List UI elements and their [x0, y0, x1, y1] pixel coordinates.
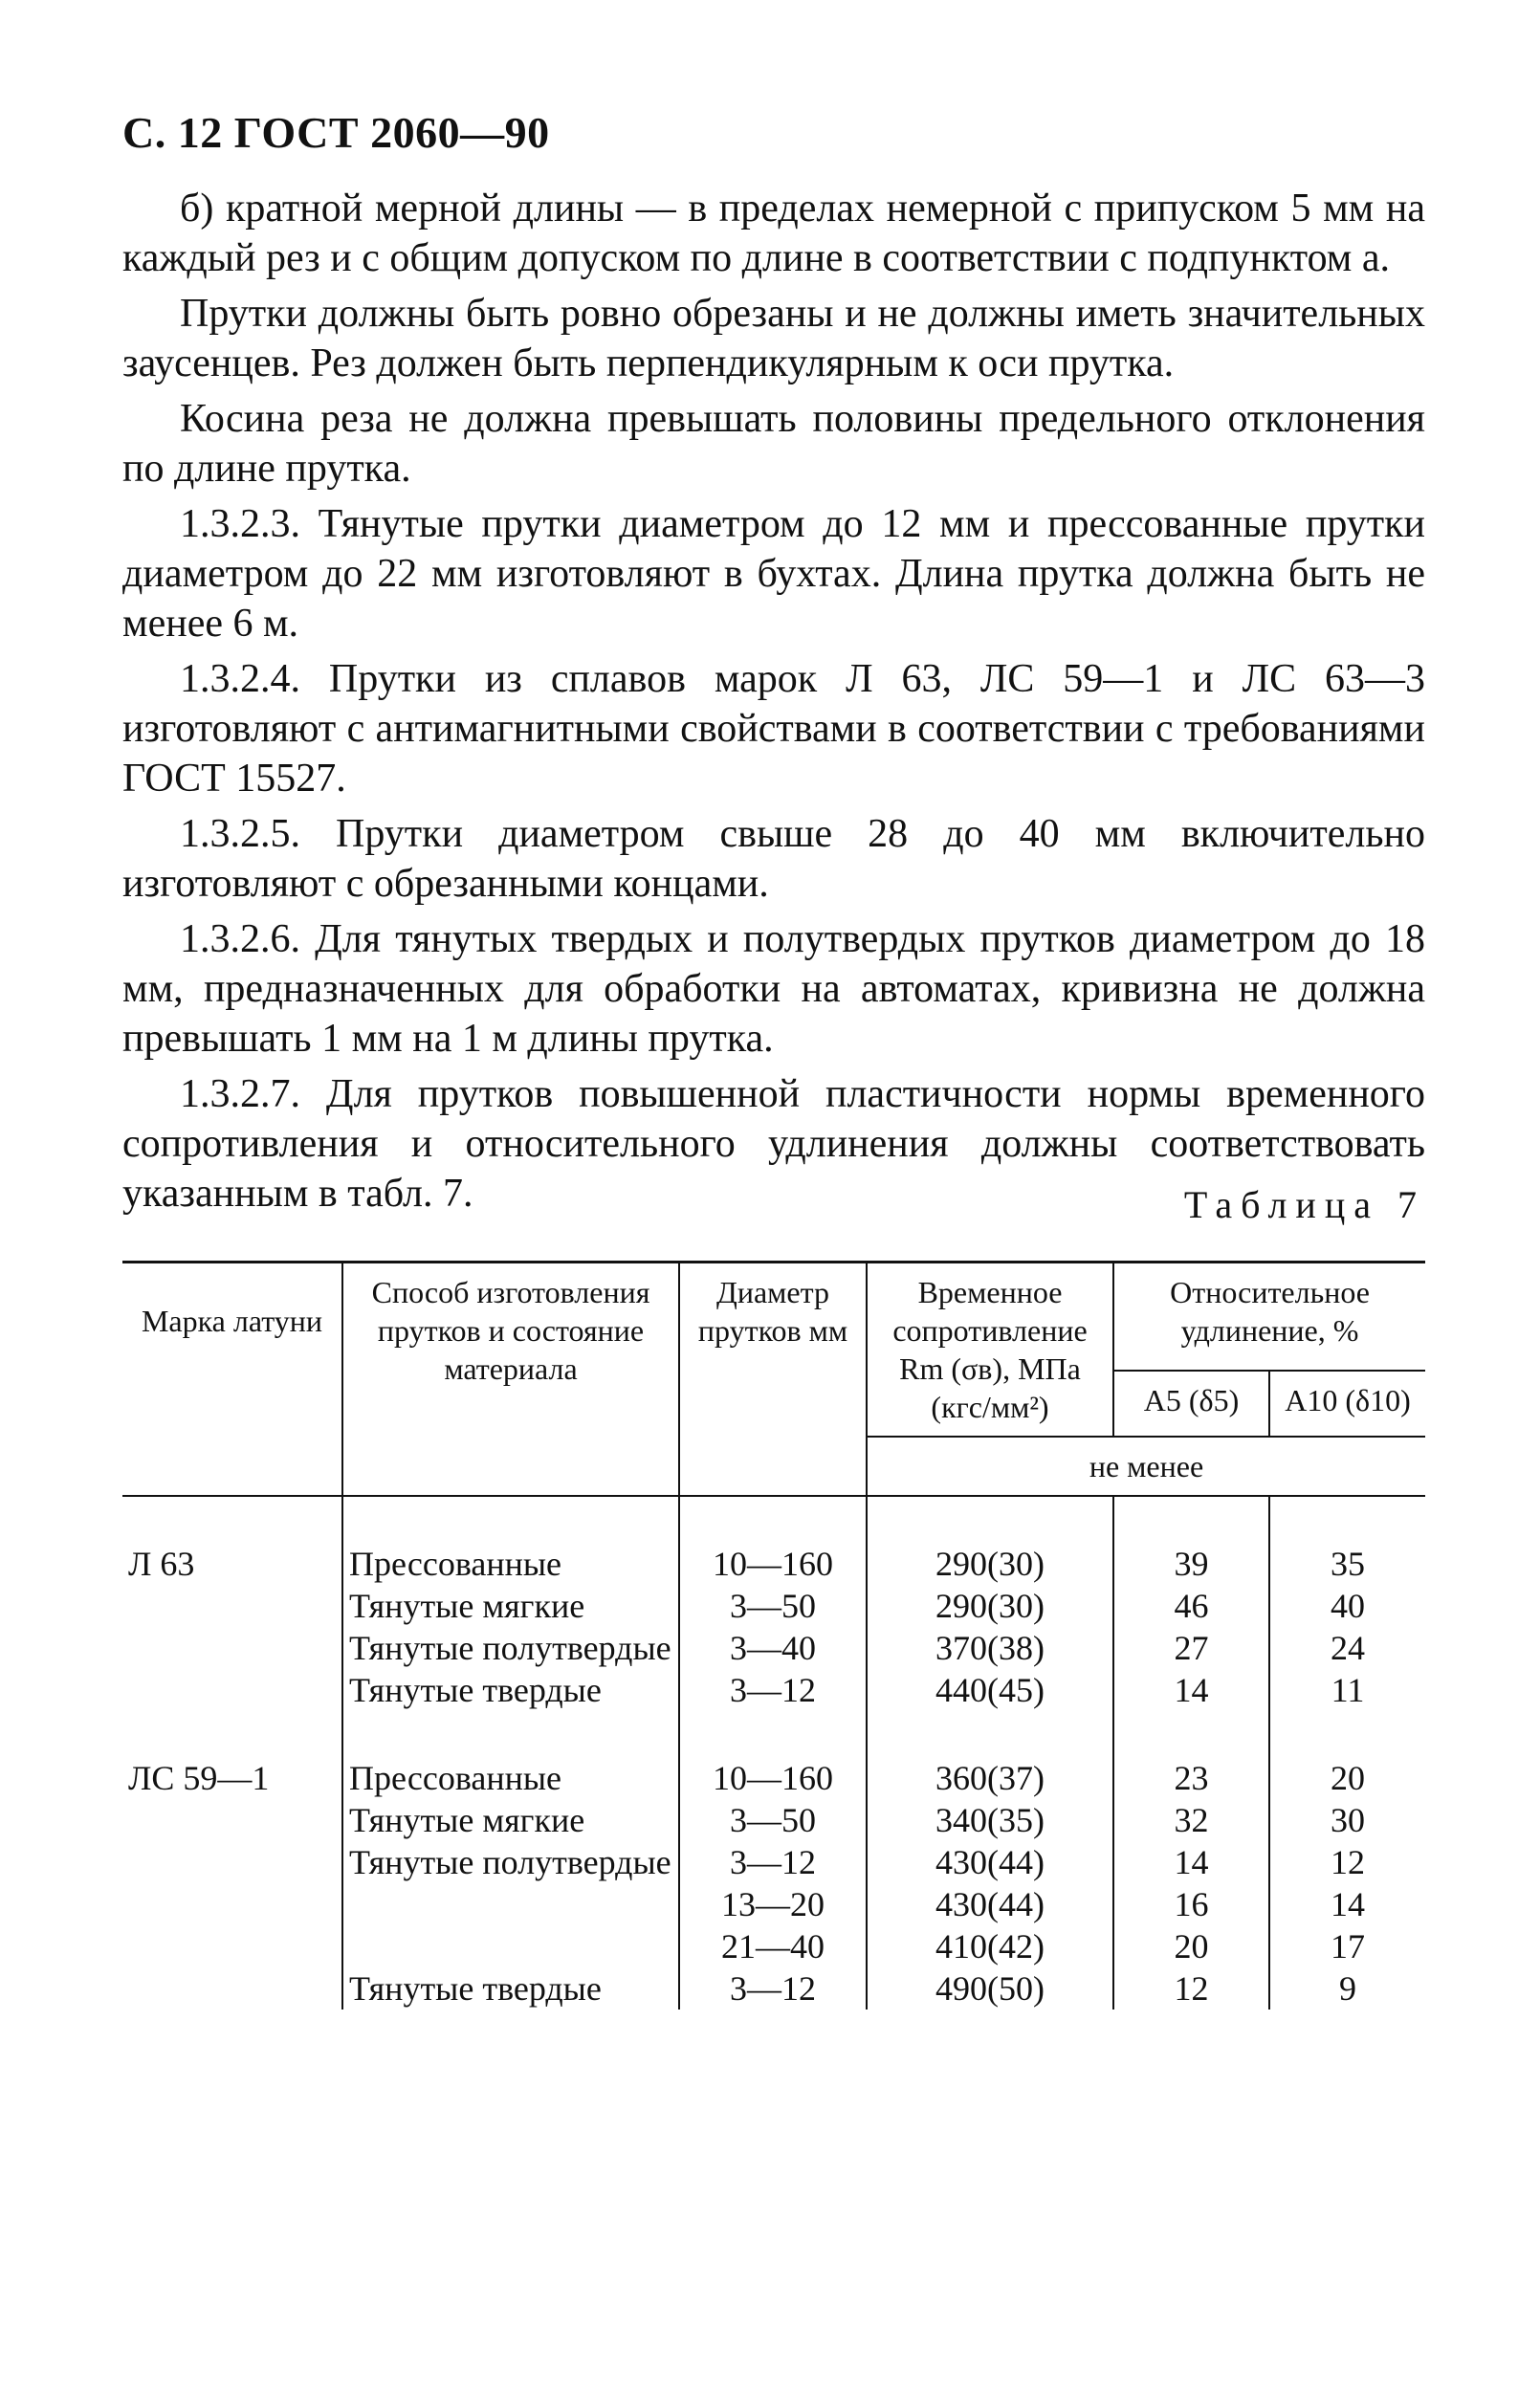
cell-method: Тянутые мягкие — [342, 1585, 679, 1627]
cell-a5: 32 — [1113, 1799, 1269, 1841]
cell-a5: 46 — [1113, 1585, 1269, 1627]
header-method: Способ изготовления прутков и состояние материала — [342, 1263, 679, 1497]
cell-a5: 20 — [1113, 1925, 1269, 1967]
header-min-note: не менее — [867, 1437, 1425, 1496]
paragraph: 1.3.2.5. Прутки диаметром свыше 28 до 40 мм включительно изготовляют с обрезанными концами. — [122, 812, 1425, 906]
cell-strength: 490(50) — [867, 1967, 1113, 2010]
table-row — [122, 1967, 1425, 2010]
paragraph: Косина реза не должна превышать половины предельного отклонения по длине прутка. — [122, 397, 1425, 491]
cell-method: Тянутые полутвердые — [342, 1627, 679, 1669]
cell-diameter: 13—20 — [679, 1883, 867, 1925]
cell-diameter: 3—50 — [679, 1585, 867, 1627]
cell-a10: 11 — [1269, 1669, 1425, 1711]
header-elongation: Относительное удлинение, % — [1113, 1263, 1425, 1372]
cell-method: Тянутые твердые — [342, 1967, 679, 2010]
cell-brand: ЛС 59—1 — [128, 1759, 270, 1797]
table-row — [122, 1757, 1425, 1799]
paragraph: 1.3.2.3. Тянутые прутки диаметром до 12 мм и прессованные прутки диаметром до 22 мм изготовляют в бухтах. Длина прутка должна быть не менее 6 м. — [122, 502, 1425, 646]
cell-a5: 14 — [1113, 1841, 1269, 1883]
cell-strength: 290(30) — [867, 1585, 1113, 1627]
cell-diameter: 3—12 — [679, 1967, 867, 2010]
cell-a5: 16 — [1113, 1883, 1269, 1925]
cell-a5: 27 — [1113, 1627, 1269, 1669]
cell-brand: Л 63 — [128, 1545, 195, 1583]
table-row — [122, 1669, 1425, 1711]
cell-strength: 430(44) — [867, 1841, 1113, 1883]
page-header: С. 12 ГОСТ 2060—90 — [122, 108, 550, 157]
cell-method: Тянутые твердые — [342, 1669, 679, 1711]
cell-a10: 24 — [1269, 1627, 1425, 1669]
cell-diameter: 21—40 — [679, 1925, 867, 1967]
cell-strength: 440(45) — [867, 1669, 1113, 1711]
cell-strength: 370(38) — [867, 1627, 1113, 1669]
header-a10: A10 (δ10) — [1269, 1371, 1425, 1437]
cell-a5: 23 — [1113, 1757, 1269, 1799]
cell-strength: 340(35) — [867, 1799, 1113, 1841]
table-row — [122, 1543, 1425, 1585]
header-brand: Марка латуни — [141, 1304, 323, 1338]
table-row — [122, 1627, 1425, 1669]
cell-a10: 17 — [1269, 1925, 1425, 1967]
table-row — [122, 1883, 1425, 1925]
cell-a10: 9 — [1269, 1967, 1425, 2010]
table-caption: Таблица 7 — [1183, 1183, 1425, 1226]
cell-method: Тянутые полутвердые — [342, 1841, 679, 1883]
cell-strength: 430(44) — [867, 1883, 1113, 1925]
cell-a5: 14 — [1113, 1669, 1269, 1711]
cell-method: Прессованные — [342, 1543, 679, 1585]
paragraph: 1.3.2.7. Для прутков повышенной пластичности нормы временного сопротивления и относительного удлинения должны соответствовать указанным в табл. 7. — [122, 1072, 1425, 1216]
paragraph: б) кратной мерной длины — в пределах немерной с припуском 5 мм на каждый рез и с общим допуском по длине в соответствии с подпунктом а. — [122, 187, 1425, 280]
cell-method: Тянутые мягкие — [342, 1799, 679, 1841]
cell-diameter: 3—12 — [679, 1669, 867, 1711]
cell-a10: 40 — [1269, 1585, 1425, 1627]
cell-a10: 35 — [1269, 1543, 1425, 1585]
header-strength-symbol: Rm (σв), МПа (кгс/мм²) — [899, 1351, 1081, 1424]
cell-diameter: 10—160 — [679, 1543, 867, 1585]
header-strength — [867, 1263, 1113, 1438]
cell-strength: 410(42) — [867, 1925, 1113, 1967]
cell-method — [342, 1883, 679, 1925]
header-strength-label: Временное сопротивление — [892, 1275, 1088, 1348]
cell-diameter: 3—50 — [679, 1799, 867, 1841]
paragraph: 1.3.2.6. Для тянутых твердых и полутвердых прутков диаметром до 18 мм, предназначенных для обработки на автоматах, кривизна не должна превышать 1 мм на 1 м длины прутка. — [122, 917, 1425, 1061]
cell-diameter: 10—160 — [679, 1757, 867, 1799]
table-7 — [122, 1261, 1425, 2010]
cell-diameter: 3—40 — [679, 1627, 867, 1669]
cell-method — [342, 1925, 679, 1967]
cell-method: Прессованные — [342, 1757, 679, 1799]
cell-strength: 290(30) — [867, 1543, 1113, 1585]
cell-a5: 39 — [1113, 1543, 1269, 1585]
table-row — [122, 1925, 1425, 1967]
cell-a10: 20 — [1269, 1757, 1425, 1799]
table-row — [122, 1841, 1425, 1883]
header-diameter: Диаметр прутков мм — [679, 1263, 867, 1497]
cell-diameter: 3—12 — [679, 1841, 867, 1883]
cell-a10: 14 — [1269, 1883, 1425, 1925]
cell-a5: 12 — [1113, 1967, 1269, 2010]
header-a5: A5 (δ5) — [1113, 1371, 1269, 1437]
table-row — [122, 1799, 1425, 1841]
cell-a10: 12 — [1269, 1841, 1425, 1883]
paragraph: 1.3.2.4. Прутки из сплавов марок Л 63, ЛС 59—1 и ЛС 63—3 изготовляют с антимагнитными свойствами в соответствии с требованиями ГОСТ 15527. — [122, 657, 1425, 801]
cell-a10: 30 — [1269, 1799, 1425, 1841]
paragraph: Прутки должны быть ровно обрезаны и не должны иметь значительных заусенцев. Рез должен быть перпендикулярным к оси прутка. — [122, 292, 1425, 385]
table-row — [122, 1585, 1425, 1627]
cell-strength: 360(37) — [867, 1757, 1113, 1799]
body-text — [122, 184, 1425, 1219]
